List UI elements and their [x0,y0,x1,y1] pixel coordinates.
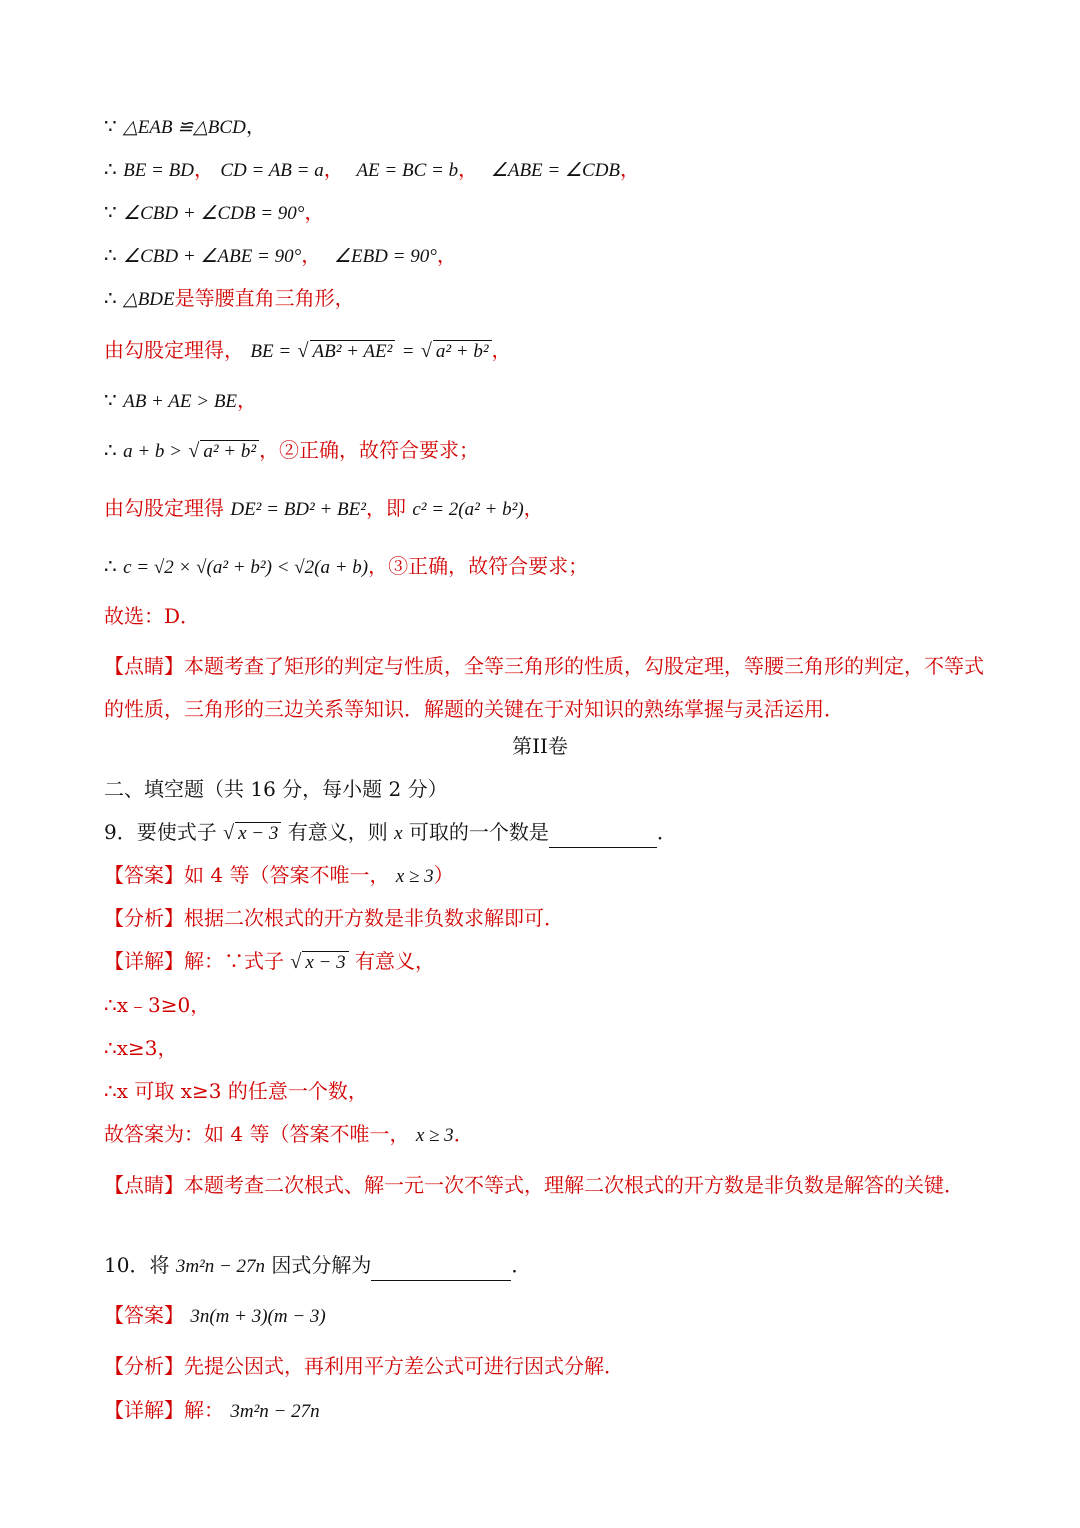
question-number: 10． [104,1253,150,1277]
detail-tag: 【详解】 [104,949,184,973]
analysis-tag: 【分析】 [104,906,184,930]
punct: ． [511,1253,532,1277]
line-pythagoras-de [104,494,544,524]
math-expression: AB + AE > BE [123,391,238,412]
line-text: 由勾股定理得 [104,496,224,520]
section-title: 第II卷 [512,734,568,758]
line-text: 本题考查了矩形的判定与性质，全等三角形的性质，勾股定理，等腰三角形的判定，不等式的性质，三角形的三边关系等知识．解题的关键在于对知识的熟练掌握与灵活运用． [104,654,984,721]
therefore-symbol: ∴ [104,157,117,181]
math-expression: ∠CBD + ∠CDB = 90° [123,203,305,224]
punct: ． [656,820,677,844]
line-text: ，即 [365,496,406,520]
question-9: 9．要使式子 √ x − 3 有意义，则 x 可取的一个数是 ． [104,818,677,848]
line-text: ，②正确，故符合要求； [259,438,480,462]
answer-blank [549,825,657,848]
math-expression: c = √2 × √(a² + b²) < √2(a + b) [123,557,369,578]
comment-tag: 【点睛】 [104,654,184,678]
line-text: 因式分解为 [271,1253,372,1277]
punct: ， [523,496,544,520]
line-choice [104,602,200,630]
question-number: 9． [104,820,137,844]
line-text: 可取的一个数是 [408,820,549,844]
question-10 [104,1251,531,1281]
q9-comment [104,1164,984,1207]
q9-step-1: ∴x﹣3≥0， [104,993,211,1017]
line-text: 本题考查二次根式、解一元一次不等式，理解二次根式的开方数是非负数是解答的关键． [184,1173,964,1197]
math-expression: ∠ABE = ∠CDB [490,160,621,181]
math-expression: DE² = BD² + BE² [230,499,366,520]
punct: ， [458,157,479,181]
punct: ， [193,157,214,181]
math-expression: x ≥ 3 [415,1125,454,1146]
math-expression: = [401,341,415,362]
line-triangle-inequality [104,386,257,416]
line-pythagoras-be: 由勾股定理得， BE = √ AB² + AE² = √ a² + b² ， [104,338,512,362]
line-text: 有意义， [354,949,435,973]
line-text: 是等腰直角三角形， [174,286,355,310]
line-text: 故选：D． [104,604,201,628]
line-angle-sum [104,198,324,228]
line-text: 根据二次根式的开方数是非负数求解即可． [184,906,564,930]
math-expression: BE = BD [123,160,194,181]
line-isosceles [104,284,355,314]
line-text: 将 [149,1253,170,1277]
math-expression: △BDE [123,289,175,310]
math-expression: a + b > [123,441,182,462]
q10-detail [104,1396,320,1426]
line-text: 由勾股定理得， [104,338,244,362]
punct: ， [323,157,344,181]
line-conclusion-2: ∴ a + b > √ a² + b² ，②正确，故符合要求； [104,438,480,462]
answer-tag: 【答案】 [104,1303,184,1327]
therefore-symbol: ∴ [104,554,117,578]
line-text: 要使式子 [136,820,217,844]
part-heading: 二、填空题（共 16 分，每小题 2 分） [104,777,448,801]
math-expression: c² = 2(a² + b²) [412,499,524,520]
radicand: a² + b² [433,340,492,363]
punct: ， [304,200,325,224]
punct: ， [436,243,457,267]
q9-answer [104,861,454,891]
radicand: x − 3 [302,951,348,974]
line-text: ，③正确，故符合要求； [368,554,589,578]
math-expression: CD = AB = a [220,160,324,181]
math-expression: △EAB ≌△BCD [123,117,246,138]
because-symbol: ∵ [104,200,117,224]
analysis-tag: 【分析】 [104,1354,184,1378]
math-expression: 3m²n − 27n [175,1256,266,1277]
math-expression: ∠EBD = 90° [333,246,437,267]
math-expression: AE = BC = b [356,160,459,181]
therefore-symbol: ∴ [104,286,117,310]
because-symbol: ∵ [104,114,117,138]
q10-answer [104,1301,326,1331]
math-expression: 3m²n − 27n [230,1401,320,1422]
answer-tag: 【答案】 [104,863,184,887]
therefore-symbol: ∴ [104,438,117,462]
line-equal-sides [104,155,640,185]
line-text: 故答案为：如 4 等（答案不唯一， [104,1122,410,1146]
radicand: a² + b² [200,440,259,463]
line-text: 先提公因式，再利用平方差公式可进行因式分解． [184,1354,624,1378]
line-right-angle [104,241,457,271]
q9-analysis [104,904,564,932]
punct: ， [237,388,258,412]
q10-analysis [104,1352,624,1380]
punct: ， [491,338,512,362]
punct: ． [453,1122,474,1146]
punct: ， [245,114,266,138]
comment-tag: 【点睛】 [104,1173,184,1197]
math-expression: BE = [250,341,292,362]
line-comment [104,645,984,731]
punct: ） [433,863,454,887]
therefore-symbol: ∴ [104,243,117,267]
q9-step-3: ∴x 可取 x≥3 的任意一个数， [104,1079,368,1103]
punct: ， [301,243,322,267]
because-symbol: ∵ [104,388,117,412]
q9-detail: 【详解】解：∵式子 √ x − 3 有意义， [104,949,435,973]
line-congruence [104,112,266,142]
line-conclusion-3 [104,552,588,582]
q9-step-4 [104,1120,474,1150]
line-text: 解： [184,1398,224,1422]
math-expression: 3n(m + 3)(m − 3) [190,1306,326,1327]
radicand: x − 3 [235,822,281,845]
math-expression: x ≥ 3 [395,866,434,887]
line-text: 如 4 等（答案不唯一， [184,863,390,887]
q9-step-2: ∴x≥3， [104,1036,178,1060]
math-expression: x [394,823,403,844]
radicand: AB² + AE² [310,340,396,363]
line-text: 有意义，则 [287,820,388,844]
punct: ， [620,157,641,181]
answer-blank [371,1258,511,1281]
line-text: 解：∵式子 [184,949,284,973]
detail-tag: 【详解】 [104,1398,184,1422]
math-expression: ∠CBD + ∠ABE = 90° [123,246,302,267]
